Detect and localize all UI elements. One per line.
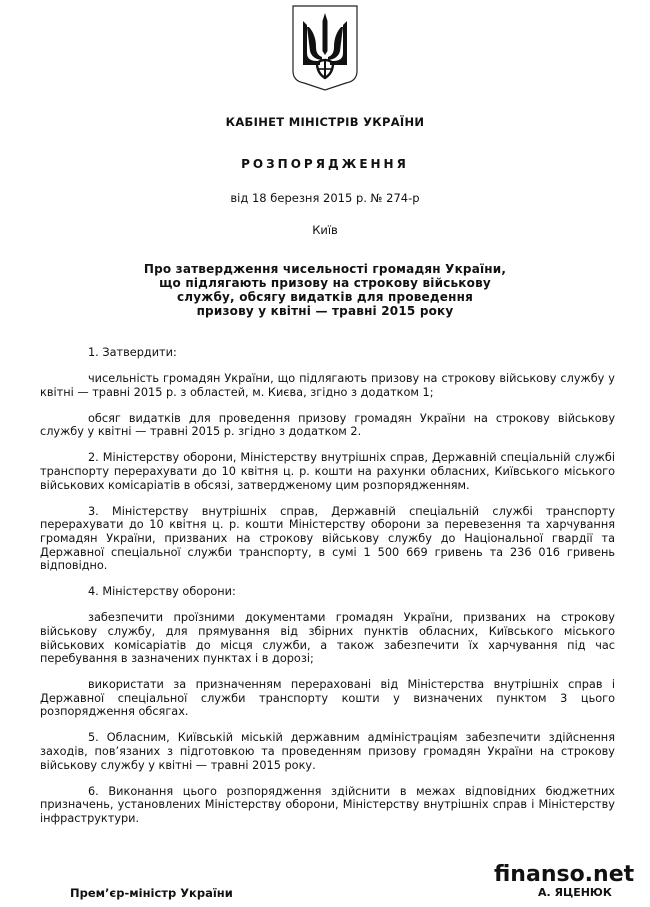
watermark-logo: finanso.net [494, 862, 635, 887]
document-title [0, 262, 650, 318]
document-type: РОЗПОРЯДЖЕННЯ [241, 157, 409, 171]
issuing-authority: КАБІНЕТ МІНІСТРІВ УКРАЇНИ [225, 115, 425, 129]
title-line: що підлягають призову на строкову військову [159, 276, 491, 290]
paragraph-1-heading: 1. Затвердити: [88, 346, 177, 359]
paragraph-6: 6. Виконання цього розпорядження здійснити в межах відповідних бюджетних призначень, установлених Міністерству оборони, Міністерству внутрішніх справ і Міністерству інфраструктури. [40, 784, 615, 825]
date-and-number: від 18 березня 2015 р. № 274-р [230, 191, 420, 205]
paragraph-4-item-b: використати за призначенням перераховані від Міністерства внутрішніх справ і Державної спеціальної служби транспорту кошти у визначених пунктом 3 цього розпорядження обсягах. [40, 678, 615, 719]
signatory-name: А. ЯЦЕНЮК [538, 886, 612, 899]
paragraph-4-heading: 4. Міністерству оборони: [88, 585, 236, 599]
paragraph-2: 2. Міністерству оборони, Міністерству внутрішніх справ, Державній спеціальній службі транспорту перерахувати до 10 квітня ц. р. кошти на рахунки обласних, Київського міського військових комісаріатів в обсязі, затвердженому цим розпорядженням. [40, 451, 615, 492]
document-body [40, 346, 615, 838]
trident-coat-of-arms-icon [290, 3, 360, 93]
title-line: службу, обсягу видатків для проведення [176, 290, 474, 304]
paragraph-1-item-a: чисельність громадян України, що підлягають призову на строкову військову службу у квітні — травні 2015 р. з областей, м. Києва, згідно з додатком 1; [40, 372, 615, 399]
title-line: призову у квітні — травні 2015 року [196, 304, 454, 318]
paragraph-1-item-b: обсяг видатків для проведення призову громадян України на строкову військову службу у квітні — травні 2015 р. згідно з додатком 2. [40, 411, 615, 439]
city: Київ [312, 223, 338, 237]
signatory-position: Прем’єр-міністр України [70, 886, 233, 900]
paragraph-4-item-a: забезпечити проїзними документами громадян України, призваних на строкову військову службу, для прямування від збірних пунктів обласних, Київського міського військових комісаріатів до місця служби, а також забезпечити їх харчування під час перебування в зазначених пунктах і в дорозі; [40, 611, 615, 666]
title-line: Про затвердження чисельності громадян України, [143, 262, 507, 276]
paragraph-3: 3. Міністерству внутрішніх справ, Державній спеціальній службі транспорту перерахувати до 10 квітня ц. р. кошти Міністерству оборони за перевезення та харчування громадян України, призваних на строкову військову службу до Національної гвардії та Державної спеціальної служби транспорту, в сумі 1 500 669 гривень та 236 016 гривень відповідно. [40, 504, 615, 573]
paragraph-5: 5. Обласним, Київській міській державним адміністраціям забезпечити здійснення заходів, пов’язаних з підготовкою та проведенням призову громадян України на строкову військову службу у квітні — травні 2015 року. [40, 731, 615, 772]
